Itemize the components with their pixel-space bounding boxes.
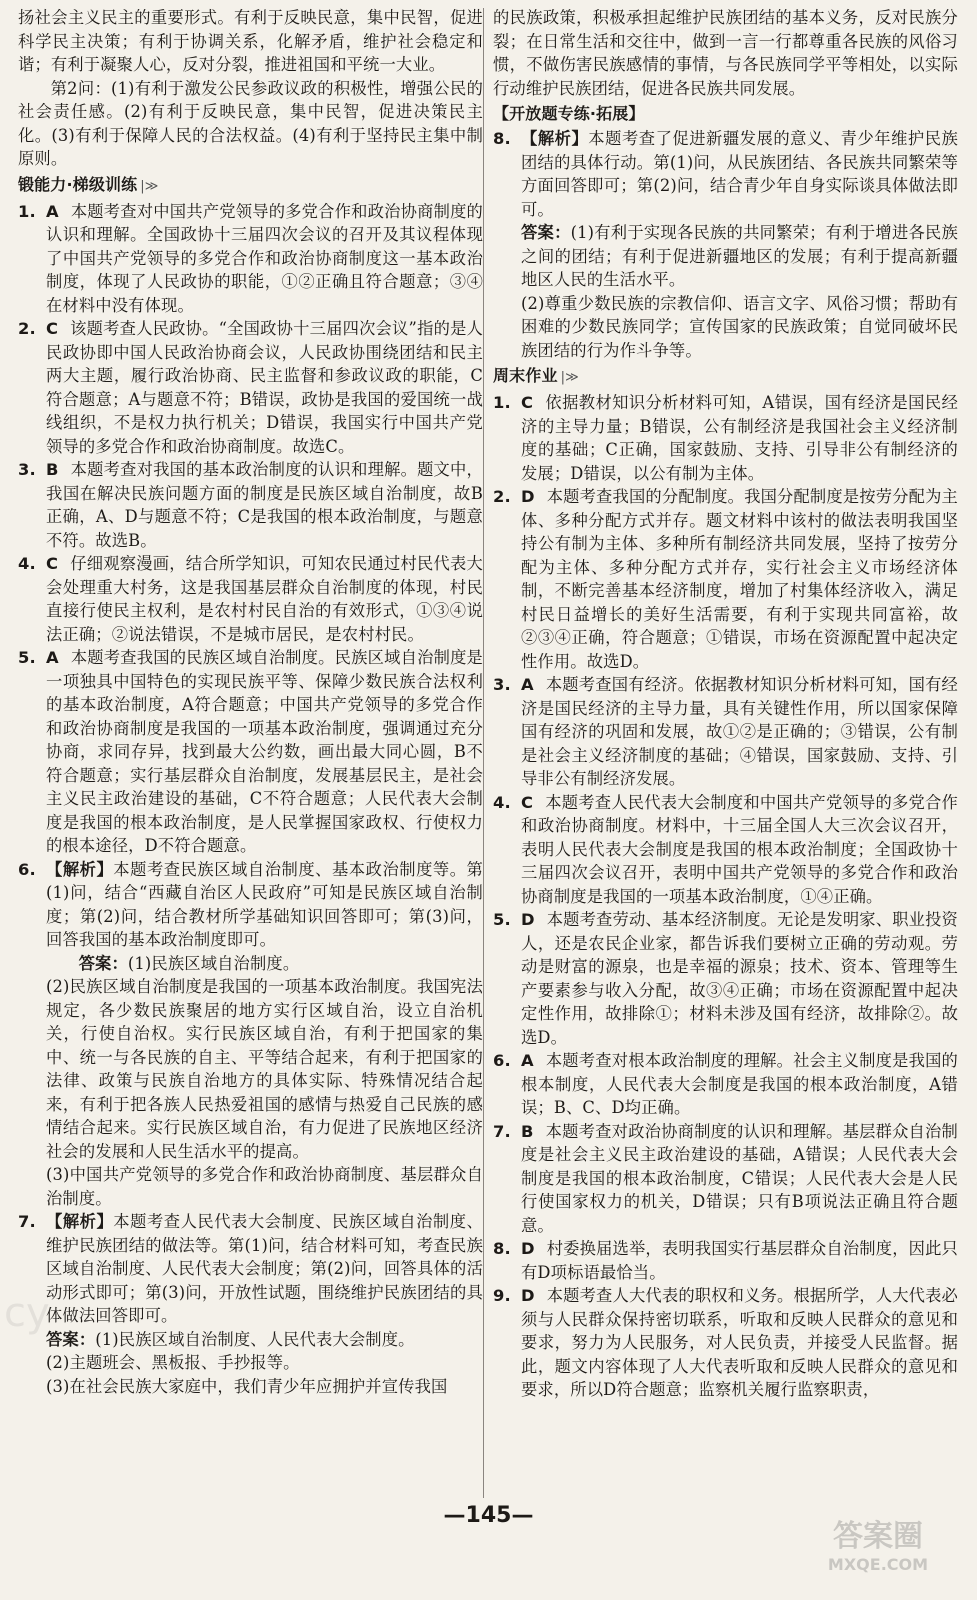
column-divider	[483, 8, 484, 1498]
question-6	[18, 858, 483, 1211]
question-number: 3.	[18, 460, 36, 479]
question-item	[493, 1049, 958, 1120]
paragraph-second-question: 第2问：(1)有利于激发公民参政议政的积极性，增强公民的社会责任感。(2)有利于反映民意，集中民智，促进决策民主化。(3)有利于保障人民的合法权益。(4)有利于坚持民主集中制原则。	[18, 78, 483, 168]
answer-choice: D	[521, 1286, 535, 1305]
page-number: —145—	[443, 1503, 534, 1528]
watermark-text: cy	[4, 1290, 50, 1336]
question-item	[18, 646, 483, 858]
analysis-text: 本题考查了促进新疆发展的意义、青少年维护民族团结的具体行动。第(1)问，从民族团结、各民族共同繁荣等方面回答即可；第(2)问，结合青少年自身实际谈具体做法即可。	[521, 129, 958, 219]
answer-line-2: (2)民族区域自治制度是我国的一项基本政治制度。我国宪法规定，各少数民族聚居的地方实行区域自治，设立自治机关，行使自治权。实行民族区域自治，有利于把国家的集中、统一与各民族的自主、平等结合起来，有利于把国家的法律、政策与民族自治地方的具体实际、特殊情况结合起来，有利于把各族人民热爱祖国的感情与热爱自己民族的感情结合起来。实行民族区域自治，有力促进了民族地区经济社会的发展和人民生活水平的提高。	[46, 977, 483, 1161]
question-number: 4.	[493, 792, 511, 812]
question-number: 7.	[493, 1121, 511, 1141]
right-column	[493, 6, 958, 1402]
question-item	[493, 1120, 958, 1238]
question-item	[493, 908, 958, 1049]
question-number: 8.	[493, 1239, 511, 1258]
section-title: 周末作业	[493, 366, 558, 385]
question-8	[493, 127, 958, 362]
explanation-text: 本题考查人民代表大会制度和中国共产党领导的多党合作和政治协商制度。材料中，十三届全国人大三次会议召开，表明人民代表大会制度是我国的根本政治制度；全国政协十三届四次会议召开，表明中国共产党领导的多党合作和政治协商制度是我国的一项基本政治制度，①④正确。	[521, 792, 958, 906]
question-number: 9.	[493, 1286, 511, 1305]
question-number: 1.	[18, 201, 36, 221]
question-item	[493, 673, 958, 791]
answer-line-3: (3)在社会民族大家庭中，我们青少年应拥护并宣传我国	[46, 1376, 448, 1396]
question-item	[493, 791, 958, 909]
watermark-url-text: MXQE.COM	[827, 1555, 929, 1574]
analysis-text: 本题考查人民代表大会制度、民族区域自治制度、维护民族团结的做法等。第(1)问，结合材料可知，考查民族区域自治制度、人民代表大会制度；第(2)问，回答具体的活动形式即可；第(3)问，开放性试题，围绕维护民族团结的具体做法回答即可。	[46, 1212, 483, 1325]
analysis-tag: 【解析】	[46, 859, 114, 879]
explanation-text: 该题考查人民政协。“全国政协十三届四次会议”指的是人民政协即中国人民政治协商会议，人民政协围绕团结和民主两大主题，履行政治协商、民主监督和参政议政的职能，C符合题意；A与题意不符；B错误，政协是我国的爱国统一战线组织，不是权力执行机关；D错误，我国实行中国共产党领导的多党合作和政治协商制度。故选C。	[46, 319, 483, 456]
explanation-text: 村委换届选举，表明我国实行基层群众自治制度，因此只有D项标语最恰当。	[521, 1239, 958, 1282]
answer-label: 答案：	[521, 223, 571, 242]
watermark-logo-text: 答案圈	[833, 1519, 923, 1554]
analysis-tag: 【解析】	[521, 129, 589, 148]
answer-line-1: (1)民族区域自治制度、人民代表大会制度。	[95, 1329, 415, 1349]
answer-line-3: (3)中国共产党领导的多党合作和政治协商制度、基层群众自治制度。	[46, 1165, 483, 1208]
question-number: 2.	[493, 487, 511, 506]
left-question-list	[18, 200, 483, 858]
question-number: 1.	[493, 393, 511, 412]
paragraph-continuation: 的民族政策，积极承担起维护民族团结的基本义务，反对民族分裂；在日常生活和交往中，做到一言一行都尊重各民族的风俗习惯，不做伤害民族感情的事情，与各民族同学平等相处，以实际行动维护民族团结，促进各民族共同发展。	[493, 8, 958, 98]
answer-choice: C	[46, 554, 59, 573]
explanation-text: 本题考查我国的分配制度。我国分配制度是按劳分配为主体、多种分配方式并存。题文材料中该村的做法表明我国坚持公有制为主体、多种所有制经济共同发展，坚持了按劳分配为主体、多种分配方式并存，实行社会主义市场经济体制，不断完善基本经济制度，增加了村集体经济收入，满足村民日益增长的美好生活需要，有利于实现共同富裕，故②③④正确，符合题意；①错误，市场在资源配置中起决定性作用。故选D。	[521, 487, 958, 671]
question-number: 8.	[493, 129, 511, 148]
answer-choice: B	[46, 460, 59, 479]
section-heading-open: 【开放题专练·拓展】	[493, 104, 645, 123]
question-item	[493, 391, 958, 485]
answer-choice: D	[521, 1239, 535, 1258]
question-number: 6.	[493, 1051, 511, 1070]
section-title: 锻能力·梯级训练	[18, 174, 138, 194]
paragraph-continuation: 扬社会主义民主的重要形式。有利于反映民意，集中民智，促进科学民主决策；有利于协调关系，化解矛盾，维护社会稳定和谐；有利于凝聚人心，反对分裂，推进祖国和平统一大业。	[18, 8, 483, 74]
question-number: 7.	[18, 1212, 36, 1231]
question-number: 3.	[493, 675, 511, 694]
answer-choice: A	[521, 675, 534, 694]
explanation-text: 本题考查人大代表的职权和义务。根据所学，人大代表必须与人民群众保持密切联系，听取和反映人民群众的意见和要求，努力为人民服务，对人民负责，并接受人民监督。据此，题文内容体现了人大代表听取和反映人民群众的意见和要求，所以D符合题意；监察机关履行监察职责，	[521, 1286, 958, 1399]
answer-line-2: (2)尊重少数民族的宗教信仰、语言文字、风俗习惯；帮助有困难的少数民族同学；宣传国家的民族政策；自觉同破坏民族团结的行为作斗争等。	[521, 293, 958, 360]
answer-choice: C	[46, 319, 59, 338]
watermark-logo	[803, 1508, 953, 1578]
explanation-text: 本题考查对根本政治制度的理解。社会主义制度是我国的根本制度，人民代表大会制度是我国的根本政治制度，A错误；B、C、D均正确。	[521, 1051, 958, 1117]
chevron-right-icon: |≫	[140, 178, 159, 194]
question-item	[18, 317, 483, 458]
answer-line-1: (1)有利于实现各民族的共同繁荣；有利于增进各民族之间的团结；有利于促进新疆地区的发展；有利于提高新疆地区人民的生活水平。	[521, 223, 958, 289]
section-heading-weekend	[493, 363, 958, 390]
explanation-text: 本题考查对我国的基本政治制度的认识和理解。题文中，我国在解决民族问题方面的制度是民族区域自治制度，故B正确，A、D与题意不符；C是我国的根本政治制度，与题意不符。故选B。	[46, 460, 483, 550]
question-item	[493, 1237, 958, 1284]
left-column	[18, 6, 483, 1398]
answer-choice: A	[46, 201, 59, 221]
explanation-text: 本题考查对政治协商制度的认识和理解。基层群众自治制度是社会主义民主政治建设的基础，A错误；人民代表大会制度是我国的根本政治制度，C错误；人民代表大会是人民行使国家权力的机关，D错误；只有B项说法正确且符合题意。	[521, 1121, 958, 1235]
answer-choice: D	[521, 910, 535, 929]
answer-choice: A	[46, 648, 59, 667]
answer-choice: D	[521, 487, 535, 506]
answer-label: 答案：	[46, 1329, 96, 1349]
explanation-text: 仔细观察漫画，结合所学知识，可知农民通过村民代表大会处理重大村务，这是我国基层群众自治制度的体现，村民直接行使民主权利，是农村村民自治的有效形式，①③④说法正确；②说法错误，不是城市居民，是农村村民。	[46, 554, 483, 644]
explanation-text: 本题考查国有经济。依据教材知识分析材料可知，国有经济是国民经济的主导力量，具有关键性作用，所以国家保障国有经济的巩固和发展，故①②是正确的；③错误，公有制是社会主义经济制度的基础；④错误，国家鼓励、支持、引导非公有制经济发展。	[521, 675, 958, 788]
answer-line-2: (2)主题班会、黑板报、手抄报等。	[46, 1353, 300, 1372]
chevron-right-icon: |≫	[560, 370, 579, 385]
analysis-tag: 【解析】	[46, 1212, 114, 1231]
section-heading-ability	[18, 172, 483, 199]
answer-choice: B	[521, 1121, 534, 1141]
explanation-text: 本题考查我国的民族区域自治制度。民族区域自治制度是一项独具中国特色的实现民族平等、保障少数民族合法权利的基本政治制度，A符合题意；中国共产党领导的多党合作和政治协商制度是我国的一项基本政治制度，强调通过充分协商，求同存异，找到最大公约数，画出最大同心圆，B不符合题意；实行基层群众自治制度，发展基层民主，是社会主义民主政治建设的基础，C不符合题意；人民代表大会制度是我国的根本政治制度，是人民掌握国家政权、行使权力的根本途径，D不符合题意。	[46, 648, 483, 855]
question-item	[18, 458, 483, 552]
answer-label: 答案：	[78, 953, 128, 973]
answer-choice: C	[521, 792, 534, 812]
question-item	[493, 1284, 958, 1402]
question-number: 2.	[18, 319, 36, 338]
question-number: 5.	[493, 910, 511, 929]
explanation-text: 本题考查劳动、基本经济制度。无论是发明家、职业投资人，还是农民企业家，都告诉我们要树立正确的劳动观。劳动是财富的源泉，也是幸福的源泉；技术、资本、管理等生产要素参与收入分配，故③④正确；市场在资源配置中起决定性作用，故排除①；材料未涉及国有经济，故排除②。故选D。	[521, 910, 958, 1047]
question-number: 4.	[18, 554, 36, 573]
answer-choice: A	[521, 1051, 534, 1070]
question-number: 5.	[18, 648, 36, 667]
right-question-list	[493, 391, 958, 1402]
question-item	[493, 485, 958, 673]
question-7	[18, 1210, 483, 1398]
question-item	[18, 200, 483, 318]
explanation-text: 依据教材知识分析材料可知，A错误，国有经济是国民经济的主导力量；B错误，公有制经济是我国社会主义经济制度的基础；C正确，国家鼓励、支持、引导非公有制经济的发展；D错误，以公有制为主体。	[521, 393, 958, 483]
question-item	[18, 552, 483, 646]
answer-choice: C	[521, 393, 534, 412]
explanation-text: 本题考查对中国共产党领导的多党合作和政治协商制度的认识和理解。全国政协十三届四次会议的召开及其议程体现了中国共产党领导的多党合作和政治协商制度这一基本政治制度，体现了人民政协的职能，①②正确且符合题意；③④在材料中没有体现。	[46, 201, 483, 315]
question-number: 6.	[18, 859, 36, 879]
answer-line-1: (1)民族区域自治制度。	[127, 953, 300, 973]
analysis-text: 本题考查民族区域自治制度、基本政治制度等。第(1)问，结合“西藏自治区人民政府”可知是民族区域自治制度；第(2)问，结合教材所学基础知识回答即可；第(3)问，回答我国的基本政治制度即可。	[46, 859, 483, 949]
